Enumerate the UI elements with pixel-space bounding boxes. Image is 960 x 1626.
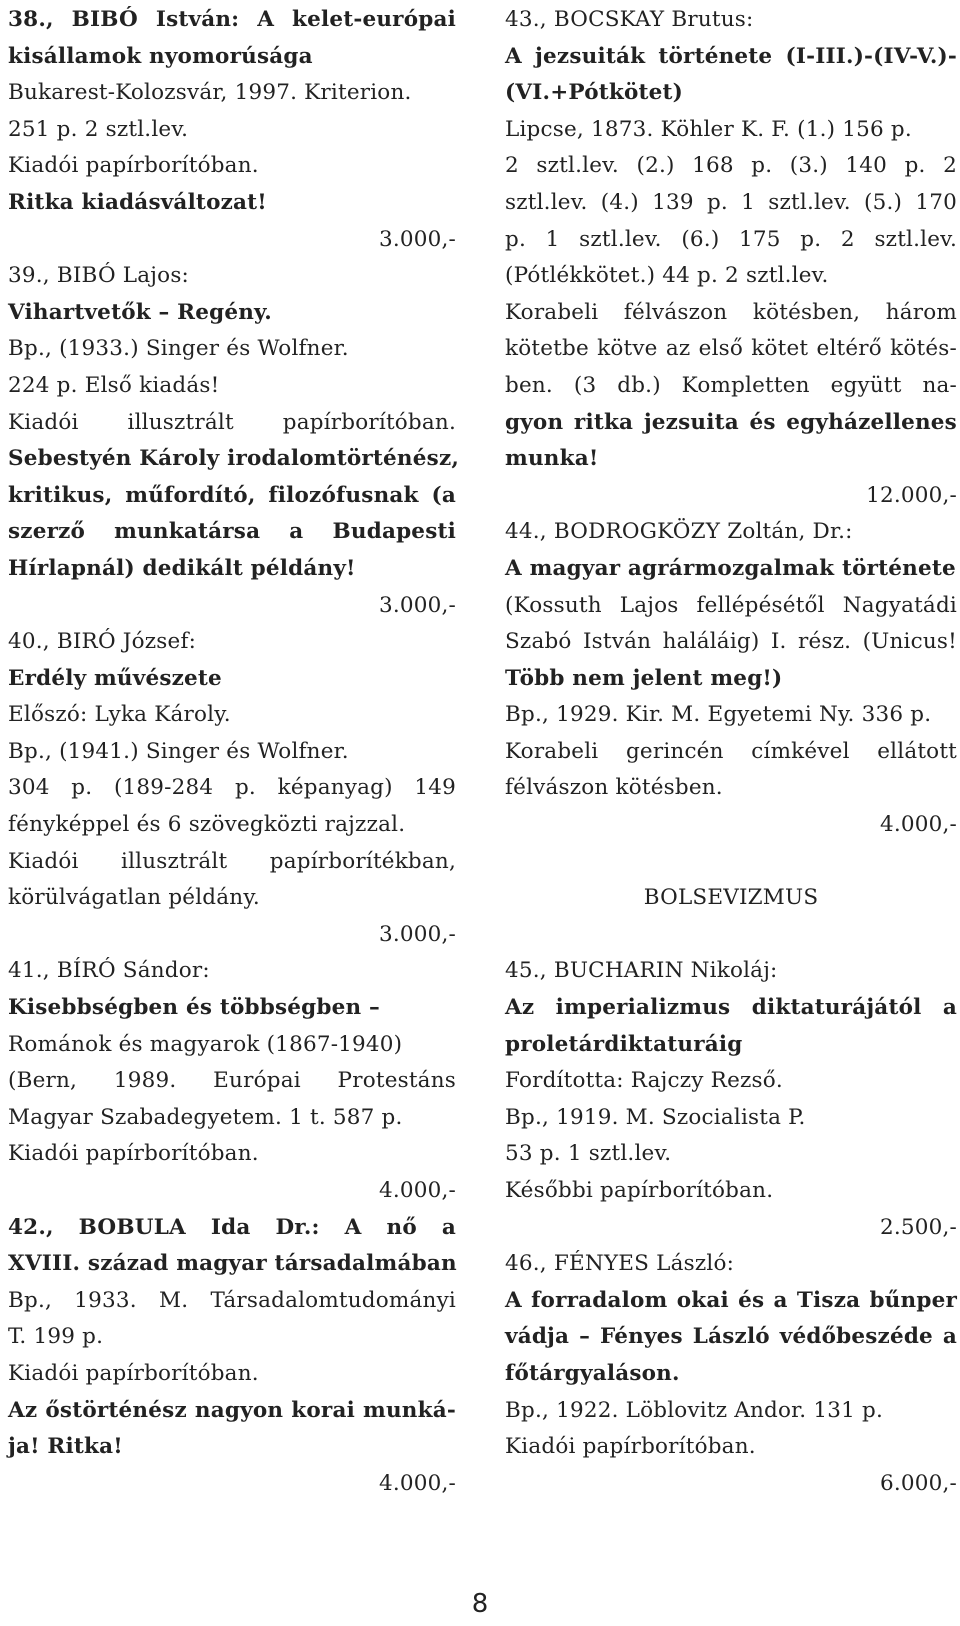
entry-line: 304 p. (189-284 p. képanyag) 149 [8, 775, 456, 801]
entry-line: Bp., (1933.) Singer és Wolfner. [8, 336, 349, 362]
catalog-entry [8, 1210, 456, 1503]
entry-line: XVIII. század magyar társadalmában [8, 1251, 457, 1277]
entry-line: Bp., (1941.) Singer és Wolfner. [8, 738, 349, 764]
entry-price: 2.500,- [879, 1214, 957, 1240]
entry-line: 2 sztl.lev. (2.) 168 p. (3.) 140 p. 2 [505, 153, 957, 179]
entry-line: 44., BODROGKÖZY Zoltán, Dr.: [505, 519, 853, 545]
entry-line: Az imperializmus diktaturájától a [505, 995, 957, 1021]
entry-line: Ritka kiadásváltozat! [8, 189, 267, 215]
entry-line: (Kossuth Lajos fellépésétől Nagyatádi [505, 592, 957, 618]
entry-line: T. 199 p. [8, 1324, 104, 1350]
entry-line: A magyar agrármozgalmak története [505, 555, 956, 581]
entry-line: Bp., 1933. M. Társadalomtudományi [8, 1287, 456, 1313]
entry-line: Lipcse, 1873. Köhler K. F. (1.) 156 p. [505, 116, 912, 142]
entry-line: sztl.lev. (4.) 139 p. 1 sztl.lev. (5.) 170 [505, 189, 957, 215]
entry-line: Bp., 1922. Löblovitz Andor. 131 p. [505, 1397, 884, 1423]
entry-line: Kiadói papírborítóban. [505, 1434, 756, 1460]
catalog-entry [505, 953, 957, 1246]
entry-line: félvászon kötésben. [505, 775, 723, 801]
entry-line: kisállamok nyomorúsága [8, 43, 313, 69]
catalog-entry [8, 258, 460, 624]
entry-line: Előszó: Lyka Károly. [8, 702, 231, 728]
section-heading-block [505, 844, 957, 954]
right-column [505, 2, 957, 1502]
entry-line: 40., BIRÓ József: [8, 629, 197, 655]
entry-line: Kisebbségben és többségben – [8, 995, 380, 1021]
entry-line: A jezsuiták története (I-III.)-(IV-V.)- [505, 43, 957, 69]
entry-line: Bukarest-Kolozsvár, 1997. Kriterion. [8, 80, 412, 106]
catalog-entry [505, 1246, 957, 1502]
entry-line: 41., BÍRÓ Sándor: [8, 958, 210, 984]
entry-line: kötetbe kötve az első kötet eltérő kötés- [505, 336, 957, 362]
entry-line: 42., BOBULA Ida Dr.: A nő a [8, 1214, 456, 1240]
entry-line: Az őstörténész nagyon korai munká- [8, 1397, 456, 1423]
entry-line: Későbbi papírborítóban. [505, 1178, 774, 1203]
entry-line: Kiadói papírborítóban. [8, 1141, 259, 1167]
entry-line: Kiadói papírborítóban. [8, 153, 259, 179]
entry-line: p. 1 sztl.lev. (6.) 175 p. 2 sztl.lev. [505, 226, 957, 252]
entry-line: főtárgyaláson. [505, 1360, 680, 1386]
catalog-entry [8, 624, 456, 953]
entry-line: Bp., 1919. M. Szocialista P. [505, 1104, 806, 1130]
spacer [505, 917, 957, 954]
entry-line: Vihartvetők – Regény. [8, 299, 272, 325]
entry-line: szerző munkatársa a Budapesti [8, 519, 456, 545]
entry-line: Románok és magyarok (1867-1940) [8, 1031, 403, 1057]
page-number: 8 [471, 1589, 489, 1619]
catalog-entry [505, 2, 957, 514]
entry-line: (Pótlékkötet.) 44 p. 2 sztl.lev. [505, 263, 829, 289]
entry-price: 3.000,- [378, 592, 456, 618]
entry-line: Szabó István haláláig) I. rész. (Unicus! [505, 629, 957, 655]
entry-line: gyon ritka jezsuita és egyházellenes [505, 409, 957, 435]
catalog-entry [8, 2, 456, 258]
entry-line: Kiadói illusztrált papírborítóban. [8, 409, 456, 435]
entry-line: proletárdiktaturáig [505, 1031, 743, 1057]
catalog-entry [505, 514, 957, 843]
entry-line: vádja – Fényes László védőbeszéde a [505, 1324, 957, 1350]
entry-price: 6.000,- [879, 1470, 957, 1496]
entry-line: Magyar Szabadegyetem. 1 t. 587 p. [8, 1104, 403, 1130]
entry-line: Korabeli gerincén címkével ellátott [505, 738, 957, 764]
entry-line: körülvágatlan példány. [8, 885, 260, 911]
entry-line: 38., BIBÓ István: A kelet-európai [8, 7, 456, 32]
entry-line: Kiadói illusztrált papírborítékban, [8, 848, 456, 874]
section-heading: BOLSEVIZMUS [643, 885, 819, 911]
entry-line: Bp., 1929. Kir. M. Egyetemi Ny. 336 p. [505, 702, 932, 728]
entry-line: Sebestyén Károly irodalomtörténész, [8, 446, 460, 472]
entry-price: 4.000,- [378, 1470, 456, 1496]
entry-price: 3.000,- [378, 226, 456, 252]
entry-line: 43., BOCSKAY Brutus: [505, 7, 754, 32]
entry-line: Több nem jelent meg!) [505, 665, 783, 691]
entry-line: fényképpel és 6 szövegközti rajzzal. [8, 812, 406, 838]
entry-line: Kiadói papírborítóban. [8, 1360, 259, 1386]
entry-line: ja! Ritka! [8, 1434, 123, 1460]
entry-line: (Bern, 1989. Európai Protestáns [8, 1068, 456, 1094]
spacer [505, 844, 957, 881]
entry-line: Korabeli félvászon kötésben, három [505, 299, 957, 325]
entry-line: Fordította: Rajczy Rezső. [505, 1068, 783, 1094]
entry-line: kritikus, műfordító, filozófusnak (a [8, 482, 456, 508]
entry-line: 39., BIBÓ Lajos: [8, 263, 189, 289]
entry-line: 224 p. Első kiadás! [8, 372, 220, 398]
entry-line: Erdély művészete [8, 665, 222, 691]
entry-line: Hírlapnál) dedikált példány! [8, 555, 356, 581]
entry-price: 12.000,- [866, 482, 957, 508]
entry-line: 53 p. 1 sztl.lev. [505, 1141, 672, 1167]
catalog-entry [8, 953, 456, 1209]
entry-line: ben. (3 db.) Kompletten együtt na- [505, 372, 957, 398]
entry-price: 4.000,- [879, 812, 957, 838]
left-column [8, 2, 460, 1502]
entry-line: (VI.+Pótkötet) [505, 80, 684, 106]
entry-price: 4.000,- [378, 1178, 456, 1203]
entry-line: 46., FÉNYES László: [505, 1251, 735, 1277]
entry-line: A forradalom okai és a Tisza bűnper [505, 1287, 957, 1313]
entry-line: 45., BUCHARIN Nikoláj: [505, 958, 778, 984]
entry-line: munka! [505, 446, 599, 472]
entry-line: 251 p. 2 sztl.lev. [8, 116, 189, 142]
entry-price: 3.000,- [378, 921, 456, 947]
